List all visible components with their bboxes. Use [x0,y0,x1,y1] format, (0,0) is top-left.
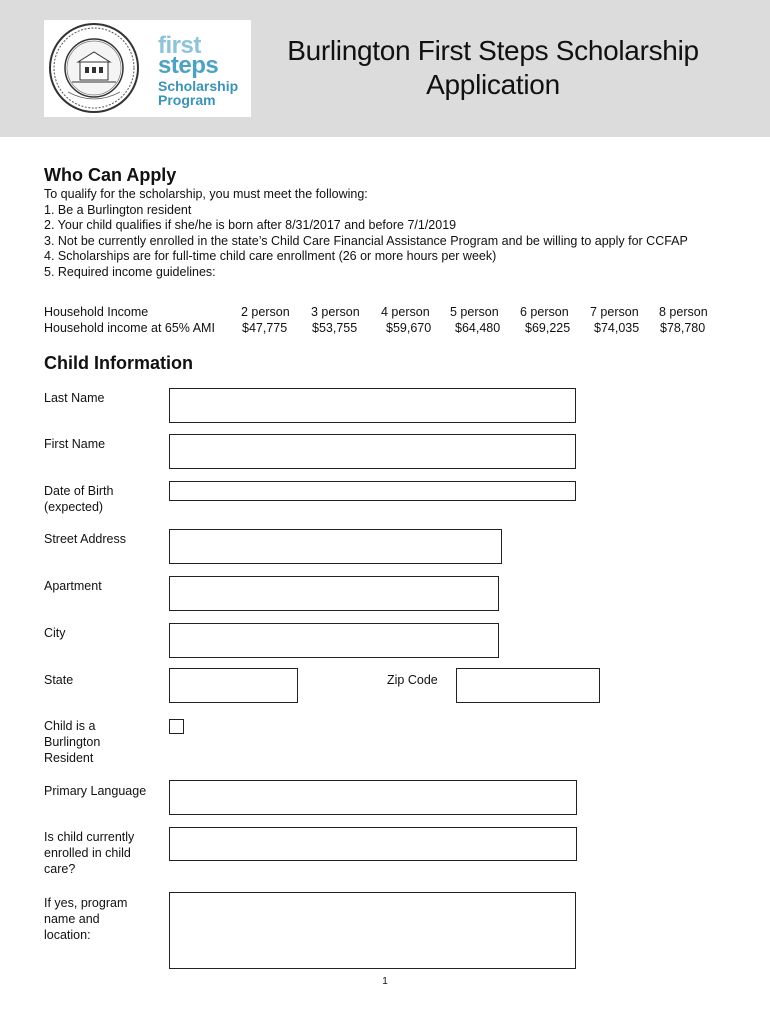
eligibility-intro: To qualify for the scholarship, you must meet the following: [44,187,368,201]
title-line-1: Burlington First Steps Scholarship [287,35,699,66]
program-name-label [44,895,154,943]
income-amount: $53,755 [312,321,358,335]
eligibility-item: 5. Required income guidelines: [44,264,216,279]
state-label: State [44,673,74,687]
city-label: City [44,626,66,640]
apartment-field[interactable] [169,576,499,611]
income-amount-row [44,320,744,336]
city-field[interactable] [169,623,499,658]
primary-language-label: Primary Language [44,784,147,798]
last-name-field[interactable] [169,388,576,423]
income-amount: $47,775 [242,321,288,335]
burlington-resident-label [44,718,154,766]
street-address-field[interactable] [169,529,502,564]
enrolled-label-line: Is child currently [44,830,135,844]
household-size: 2 person [241,305,290,319]
primary-language-field[interactable] [169,780,577,815]
income-amount: $78,780 [660,321,706,335]
state-field[interactable] [169,668,298,703]
dob-label-line: Date of Birth [44,484,114,498]
child-information-heading: Child Information [44,353,193,373]
zip-code-field[interactable] [456,668,600,703]
program-name-location-field[interactable] [169,892,576,969]
logo-steps-text: steps [158,52,219,79]
enrolled-label-line: care? [44,862,76,876]
household-size: 8 person [659,305,708,319]
first-name-label: First Name [44,437,106,451]
resident-label-line: Resident [44,751,94,765]
income-table [44,304,744,336]
currently-enrolled-field[interactable] [169,827,577,861]
city-seal-icon [48,22,140,114]
zip-code-label: Zip Code [387,673,438,687]
who-can-apply-heading: Who Can Apply [44,165,177,185]
eligibility-list [44,187,688,280]
page-number: 1 [382,976,388,987]
date-of-birth-label [44,483,154,515]
income-amount: $59,670 [386,321,432,335]
currently-enrolled-label [44,829,154,877]
household-size: 5 person [450,305,499,319]
page-title [283,34,703,102]
household-size: 7 person [590,305,639,319]
household-size: 4 person [381,305,430,319]
program-label-line: name and [44,912,100,926]
first-name-field[interactable] [169,434,576,469]
income-row-label: Household income at 65% AMI [44,321,215,335]
logo [44,20,251,117]
street-address-label: Street Address [44,532,126,546]
dob-label-line: (expected) [44,500,104,514]
income-header-label: Household Income [44,305,149,319]
income-header-row [44,304,744,320]
date-of-birth-field[interactable] [169,481,576,501]
logo-program-text: Program [158,92,216,108]
household-size: 6 person [520,305,569,319]
burlington-resident-checkbox[interactable] [169,719,184,734]
program-label-line: If yes, program [44,896,128,910]
title-line-2: Application [426,69,560,100]
resident-label-line: Child is a [44,719,96,733]
eligibility-item: 1. Be a Burlington resident [44,202,192,217]
eligibility-item: 3. Not be currently enrolled in the state’s Child Care Financial Assistance Program and be willing to apply for CCFAP [44,233,688,248]
logo-scholarship-text: Scholarship [158,78,239,94]
resident-label-line: Burlington [44,735,101,749]
enrolled-label-line: enrolled in child [44,846,131,860]
header-bar [0,0,770,137]
eligibility-item: 2. Your child qualifies if she/he is born after 8/31/2017 and before 7/1/2019 [44,218,457,232]
income-amount: $64,480 [455,321,501,335]
household-size: 3 person [311,305,360,319]
last-name-label: Last Name [44,391,105,405]
apartment-label: Apartment [44,579,102,593]
income-amount: $74,035 [594,321,640,335]
program-label-line: location: [44,928,91,942]
income-amount: $69,225 [525,321,571,335]
eligibility-item: 4. Scholarships are for full-time child care enrollment (26 or more hours per week) [44,249,497,263]
logo-first-text: first [158,32,201,59]
